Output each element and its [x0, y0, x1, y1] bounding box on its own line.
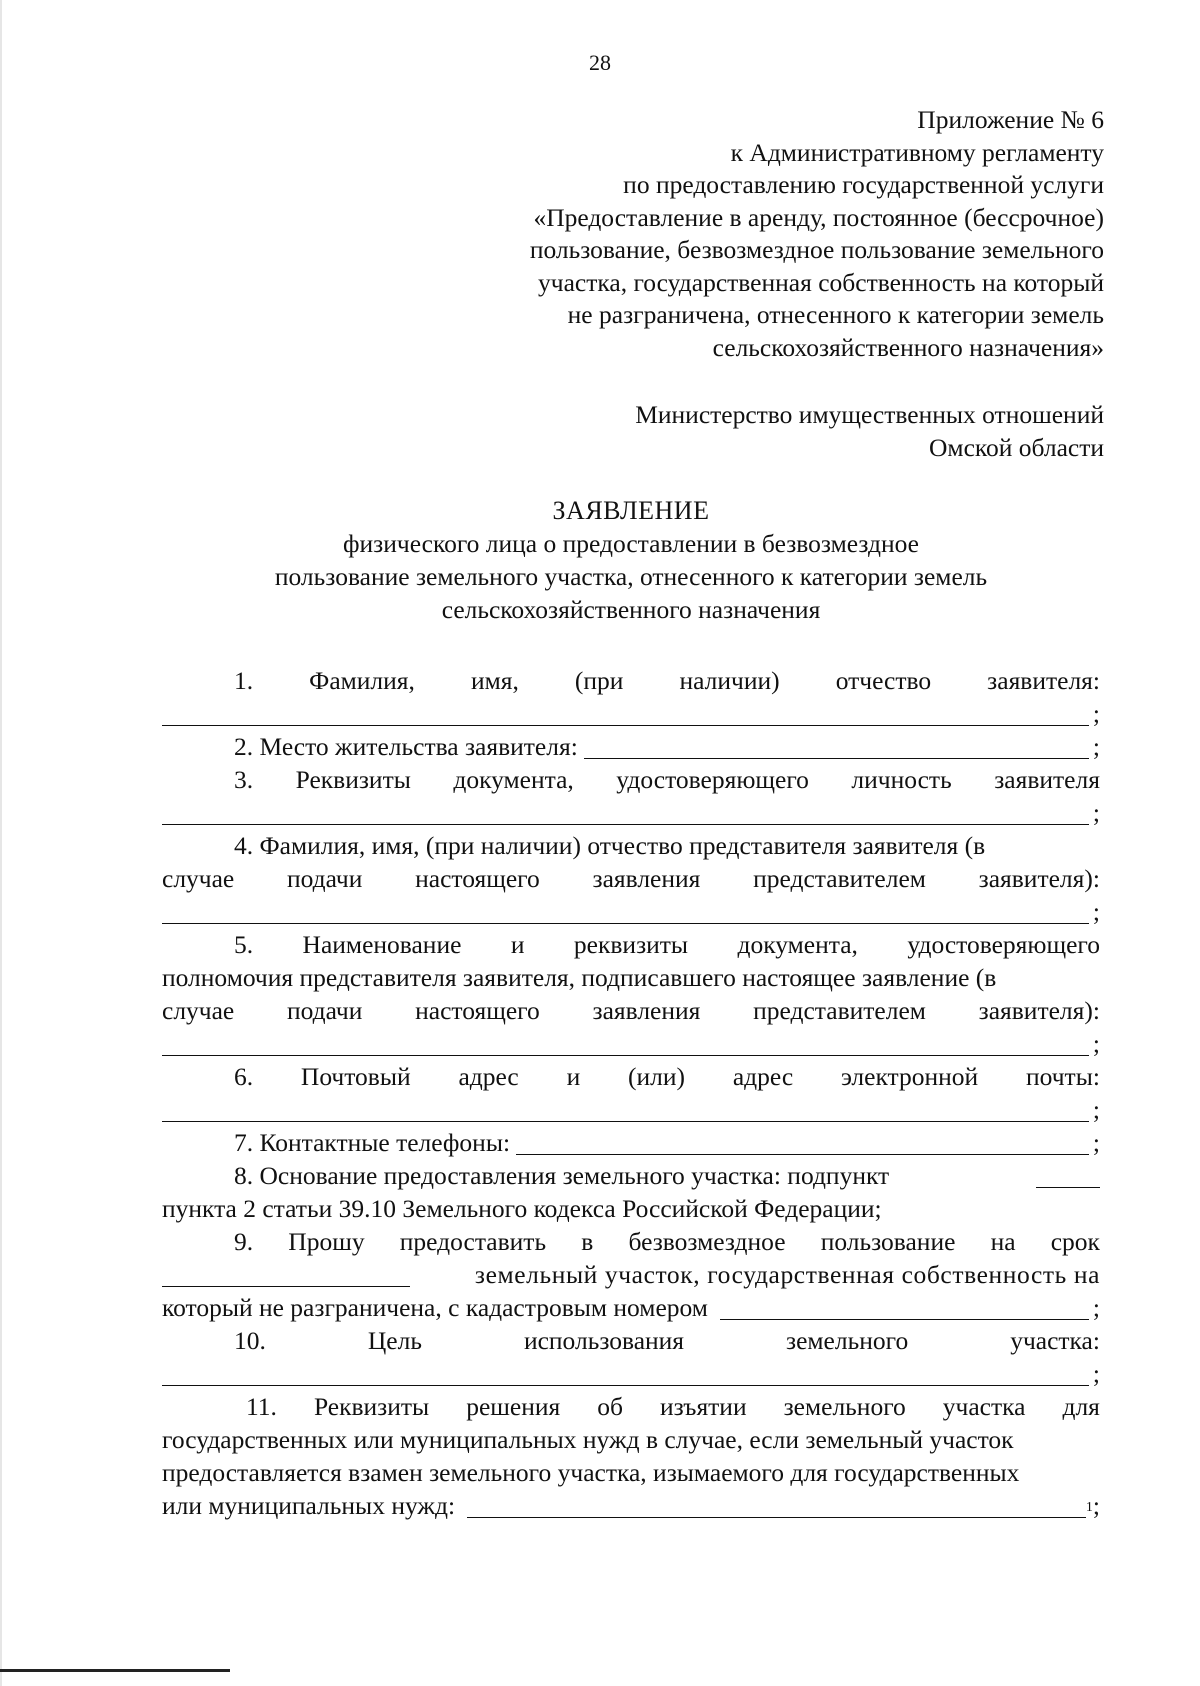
word: электронной [840, 1062, 979, 1091]
word: представителем [753, 996, 926, 1025]
addressee [404, 398, 1104, 464]
word: (или) [628, 1062, 686, 1091]
item-2-line [162, 730, 1100, 763]
word: личность [851, 765, 952, 794]
item-11-line: государственных или муниципальных нужд в случае, если земельный участок [162, 1425, 1014, 1454]
word: Почтовый [300, 1062, 411, 1091]
item-3-line [162, 763, 1100, 796]
word: для [1062, 1392, 1100, 1421]
semicolon: ; [1092, 1359, 1100, 1388]
word: использования [523, 1326, 685, 1355]
item-8-label: 8. Основание предоставления земельного участка: подпункт [234, 1161, 890, 1190]
word: подачи [287, 864, 363, 893]
scan-edge [0, 0, 2, 1686]
word: отчество [835, 666, 932, 695]
semicolon: ; [1092, 1029, 1100, 1058]
word: адрес [458, 1062, 519, 1091]
residence-field[interactable] [584, 732, 1089, 759]
semicolon: ; [1092, 732, 1100, 761]
item-6-fill [162, 1093, 1100, 1126]
item-6-line [162, 1060, 1100, 1093]
semicolon: ; [1092, 1293, 1100, 1322]
page-number: 28 [589, 50, 611, 75]
item-5-line [162, 994, 1100, 1027]
seizure-decision-field[interactable] [467, 1491, 1086, 1518]
item-8-line: пункта 2 статьи 39.10 Земельного кодекса Российской Федерации; [162, 1194, 882, 1223]
word: удостоверяющего [907, 930, 1100, 959]
scan-edge-bar [0, 1669, 230, 1672]
word: случае [162, 864, 235, 893]
word: земельного [783, 1392, 906, 1421]
item-4-line [162, 862, 1100, 895]
appendix-line: к Административному регламенту [730, 137, 1104, 167]
word: участка: [1010, 1326, 1100, 1355]
word: Прошу [288, 1227, 365, 1256]
word: решения [466, 1392, 561, 1421]
title-main: ЗАЯВЛЕНИЕ [552, 496, 710, 525]
word: 3. [234, 765, 254, 794]
item-4-line: 4. Фамилия, имя, (при наличии) отчество представителя заявителя (в [234, 831, 986, 860]
item-5-line: полномочия представителя заявителя, подписавшего настоящее заявление (в [162, 963, 997, 992]
appendix-line: сельскохозяйственного назначения» [712, 332, 1104, 362]
word: удостоверяющего [616, 765, 809, 794]
item-9-text: земельный участок, государственная собственность на [474, 1260, 1100, 1289]
subparagraph-field[interactable] [1036, 1161, 1100, 1188]
word: заявителя): [978, 996, 1100, 1025]
semicolon: ; [1092, 699, 1100, 728]
word: заявителя: [987, 666, 1100, 695]
title-subline: сельскохозяйственного назначения [441, 595, 821, 624]
word: представителем [753, 864, 926, 893]
word: случае [162, 996, 235, 1025]
word: 5. [234, 930, 254, 959]
semicolon: ; [1092, 897, 1100, 926]
word: заявления [592, 996, 701, 1025]
word: имя, [470, 666, 519, 695]
appendix-line: участка, государственная собственность на который [538, 267, 1104, 297]
item-11-line: предоставляется взамен земельного участка, изымаемого для государственных [162, 1458, 1020, 1487]
word: 11. [246, 1392, 277, 1421]
phone-field[interactable] [516, 1128, 1089, 1155]
word: Фамилия, [309, 666, 415, 695]
word: Цель [367, 1326, 422, 1355]
appendix-line: пользование, безвозмездное пользование земельного [529, 235, 1104, 264]
address-email-field[interactable] [162, 1095, 1089, 1122]
word: и [510, 930, 525, 959]
appendix-line: по предоставлению государственной услуги [623, 170, 1104, 199]
item-9-line [162, 1258, 1100, 1291]
word: подачи [287, 996, 363, 1025]
appendix-line: Приложение № 6 [917, 105, 1104, 134]
item-7-label: 7. Контактные телефоны: [234, 1128, 511, 1157]
word: документа, [453, 765, 574, 794]
word: почты: [1025, 1062, 1100, 1091]
cadastral-number-field[interactable] [720, 1293, 1089, 1320]
item-2-label: 2. Место жительства заявителя: [234, 732, 578, 761]
word: безвозмездное [628, 1227, 786, 1256]
semicolon: ; [1092, 1491, 1100, 1520]
addressee-line: Министерство имущественных отношений [635, 400, 1104, 429]
item-3-fill [162, 796, 1100, 829]
item-9-line [162, 1225, 1100, 1258]
form-body [162, 664, 1100, 1522]
word: и [566, 1062, 581, 1091]
item-11-line [162, 1390, 1100, 1423]
word: реквизиты [573, 930, 689, 959]
word: 10. [234, 1326, 266, 1355]
item-4-fill [162, 895, 1100, 928]
word: Реквизиты [313, 1392, 430, 1421]
authority-document-field[interactable] [162, 1029, 1089, 1056]
item-9-text: который не разграничена, с кадастровым номером [162, 1293, 708, 1322]
appendix-line: не разграничена, отнесенного к категории земель [567, 300, 1104, 329]
word: документа, [737, 930, 858, 959]
item-1-line [162, 664, 1100, 697]
applicant-name-field[interactable] [162, 699, 1089, 726]
semicolon: ; [1092, 1095, 1100, 1124]
word: земельного [786, 1326, 909, 1355]
appendix-line: «Предоставление в аренду, постоянное (бессрочное) [533, 202, 1104, 232]
word: заявителя [994, 765, 1100, 794]
word: срок [1050, 1227, 1100, 1256]
word: 9. [234, 1227, 254, 1256]
item-11-line [162, 1489, 1100, 1522]
word: об [597, 1392, 623, 1421]
semicolon: ; [1092, 1128, 1100, 1157]
title-subline: физического лица о предоставлении в безвозмездное [343, 529, 919, 558]
word: 6. [234, 1062, 254, 1091]
word: пользование [820, 1227, 956, 1256]
item-7-line [162, 1126, 1100, 1159]
word: наличии) [679, 666, 780, 695]
word: (при [574, 666, 624, 695]
word: изъятии [659, 1392, 747, 1421]
item-10-line [162, 1324, 1100, 1357]
word: 1. [234, 666, 254, 695]
word: заявления [592, 864, 701, 893]
item-11-label: или муниципальных нужд: [162, 1491, 456, 1520]
item-9-line [162, 1291, 1100, 1324]
title-subline: пользование земельного участка, отнесенного к категории земель [274, 562, 988, 591]
term-field[interactable] [162, 1260, 410, 1287]
word: предоставить [399, 1227, 547, 1256]
word: настоящего [415, 996, 540, 1025]
word: на [990, 1227, 1016, 1256]
item-1-fill [162, 697, 1100, 730]
word: настоящего [415, 864, 540, 893]
word: заявителя): [978, 864, 1100, 893]
identity-document-field[interactable] [162, 798, 1089, 825]
item-10-fill [162, 1357, 1100, 1390]
appendix-header [344, 104, 1104, 364]
word: участка [942, 1392, 1026, 1421]
word: Наименование [302, 930, 462, 959]
footnote-mark: 1 [1085, 1500, 1093, 1515]
item-5-line [162, 928, 1100, 961]
word: в [581, 1227, 594, 1256]
addressee-line: Омской области [929, 433, 1104, 462]
land-use-purpose-field[interactable] [162, 1359, 1089, 1386]
word: Реквизиты [295, 765, 411, 794]
representative-name-field[interactable] [162, 897, 1089, 924]
item-5-fill [162, 1027, 1100, 1060]
item-8-line [162, 1159, 1100, 1192]
semicolon: ; [1092, 798, 1100, 827]
word: адрес [732, 1062, 794, 1091]
document-title [162, 494, 1100, 626]
